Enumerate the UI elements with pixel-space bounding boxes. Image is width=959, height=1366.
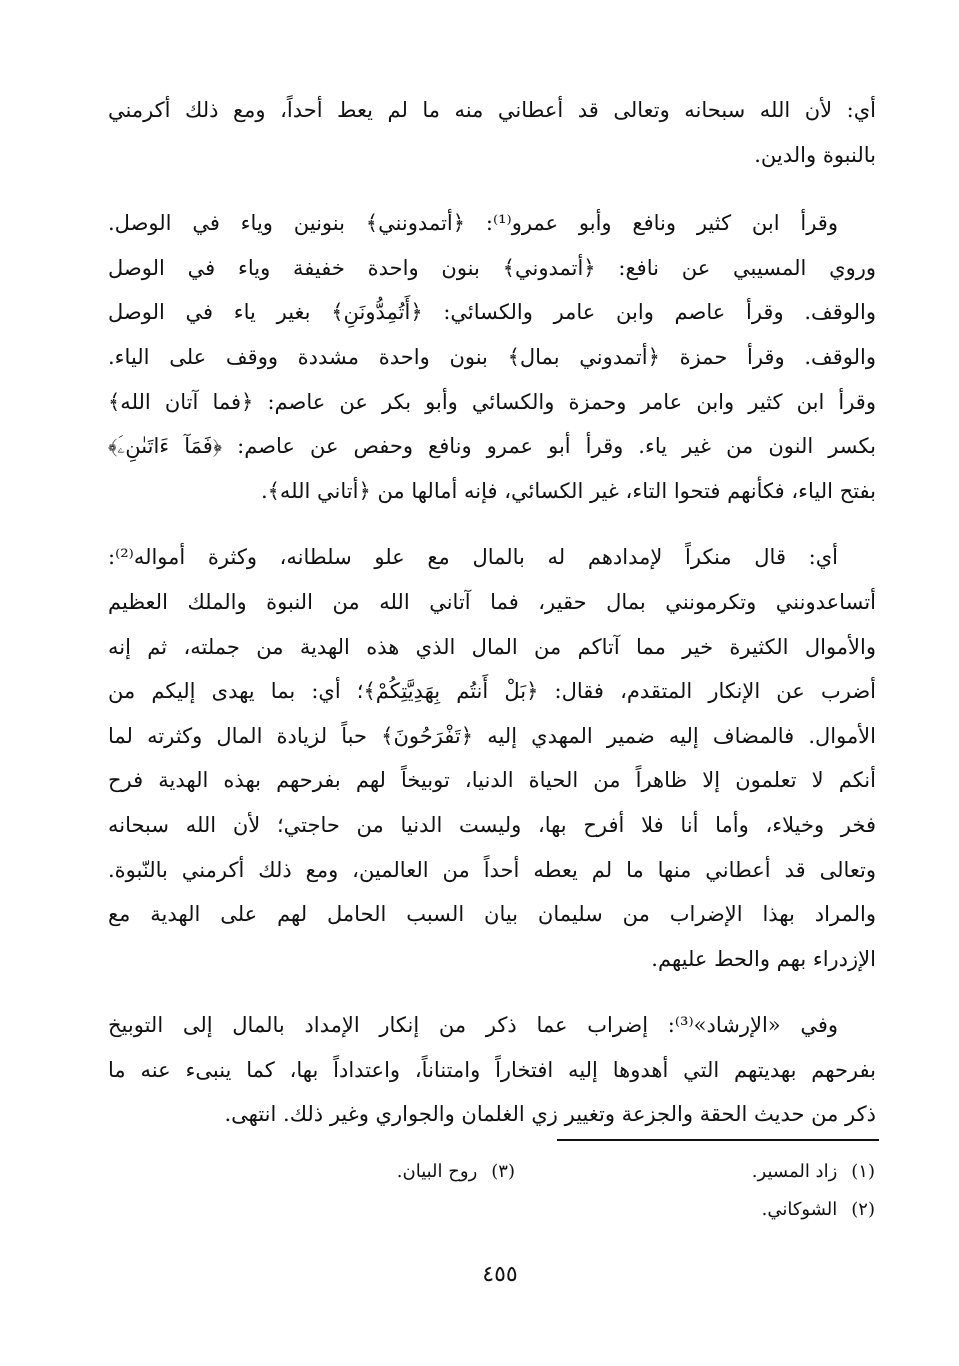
text-line: بفرحهم بهديتهم التي أهدوها إليه افتخاراً وامتناناً، واعتداداً بها، كما ينبىء عنه ما [108,1057,876,1082]
text-line: بكسر النون من غير ياء. وقرأ أبو عمرو ونافع وحفص عن عاصم: ﴿فَمَآ ءَاتَىٰنِۦَ﴾ [108,434,876,459]
text-line: والأموال الكثيرة خير مما آتاكم من المال الذي هذه الهدية من جملته، ثم إنه [108,634,876,659]
text-line: ذكر من حديث الحقة والجزعة وتغيير زي الغلمان والجواري وغير ذلك. انتهى. [224,1102,876,1127]
paragraph-4 [108,1003,876,1137]
footnote-number: (٣) [491,1161,515,1182]
text-line: أنكم لا تعلمون إلا ظاهراً من الحياة الدنيا، توبيخاً لهم بفرحهم بهذه الهدية فرح [108,768,876,793]
text-line: وقرأ ابن كثير وابن عامر وحمزة والكسائي وأبو بكر عن عاصم: ﴿فما آتان الله﴾ [108,389,876,414]
footnote-2 [515,1191,875,1229]
paragraph-3 [108,535,876,981]
text-line: وروي المسيبي عن نافع: ﴿أتمدوني﴾ بنون واحدة خفيفة وياء في الوصل [108,255,876,280]
text-line: وتعالى قد أعطاني منها ما لم يعطه أحداً من العالمين، ومع ذلك أكرمني بالنّبوة. [108,857,876,882]
footnote-row [105,1153,875,1191]
text-line: أتساعدونني وتكرمونني بمال حقير، فما آتاني الله من النبوة والملك العظيم [108,589,876,614]
text-line: فخر وخيلاء، وأما أنا فلا أفرح بها، وليست الدنيا من حاجتي؛ لأن الله سبحانه [108,812,876,837]
text-line: الأموال. فالمضاف إليه ضمير المهدي إليه ﴿تَفْرَحُونَ﴾ حباً لزيادة المال وكثرته لما [108,723,876,748]
text-line: أي: قال منكراً لإمدادهم له بالمال مع علو سلطانه، وكثرة أمواله⁽²⁾: [108,545,838,570]
text-line: والمراد بهذا الإضراب من سليمان بيان السبب الحامل لهم على الهدية مع [108,902,876,927]
text-line: أي: لأن الله سبحانه وتعالى قد أعطاني منه ما لم يعط أحداً، ومع ذلك أكرمني [108,98,876,122]
footnote-text: الشوكاني. [761,1199,838,1220]
text-line: الإزدراء بهم والحط عليهم. [651,946,876,971]
footnote-1 [515,1153,875,1191]
footnotes [105,1153,875,1229]
footnote-text: زاد المسير. [751,1161,838,1182]
text-line: بفتح الياء، فكأنهم فتحوا التاء، غير الكسائي، فإنه أمالها من ﴿أتاني الله﴾. [260,478,876,503]
footnote-text: روح البيان. [396,1161,478,1182]
footnote-row [105,1191,875,1229]
text-line: وفي «الإرشاد»⁽³⁾: إضراب عما ذكر من إنكار الإمداد بالمال إلى التوبيخ [108,1013,839,1038]
page-body [108,88,876,1137]
text-line: والوقف. وقرأ عاصم وابن عامر والكسائي: ﴿أَتُمِدُّونَنِ﴾ بغير ياء في الوصل [108,300,876,325]
page-number: ٤٥٥ [482,1262,518,1287]
paragraph-1 [108,88,876,177]
paragraph-2 [108,201,876,513]
footnote-divider [557,1139,879,1141]
text-line: والوقف. وقرأ حمزة ﴿أتمدوني بمال﴾ بنون واحدة مشددة ووقف على الياء. [108,344,876,369]
footnote-number: (٢) [851,1199,875,1220]
text-line: بالنبوة والدين. [754,142,876,167]
text-line: وقرأ ابن كثير ونافع وأبو عمرو⁽¹⁾: ﴿أتمدونني﴾ بنونين وياء في الوصل. [108,211,838,236]
text-line: أضرب عن الإنكار المتقدم، فقال: ﴿بَلْ أَنتُم بِهَدِيَّتِكُمْ﴾؛ أي: بما يهدى إليكم من [108,679,876,704]
footnote-number: (١) [851,1161,875,1182]
footnote-3 [155,1153,515,1191]
